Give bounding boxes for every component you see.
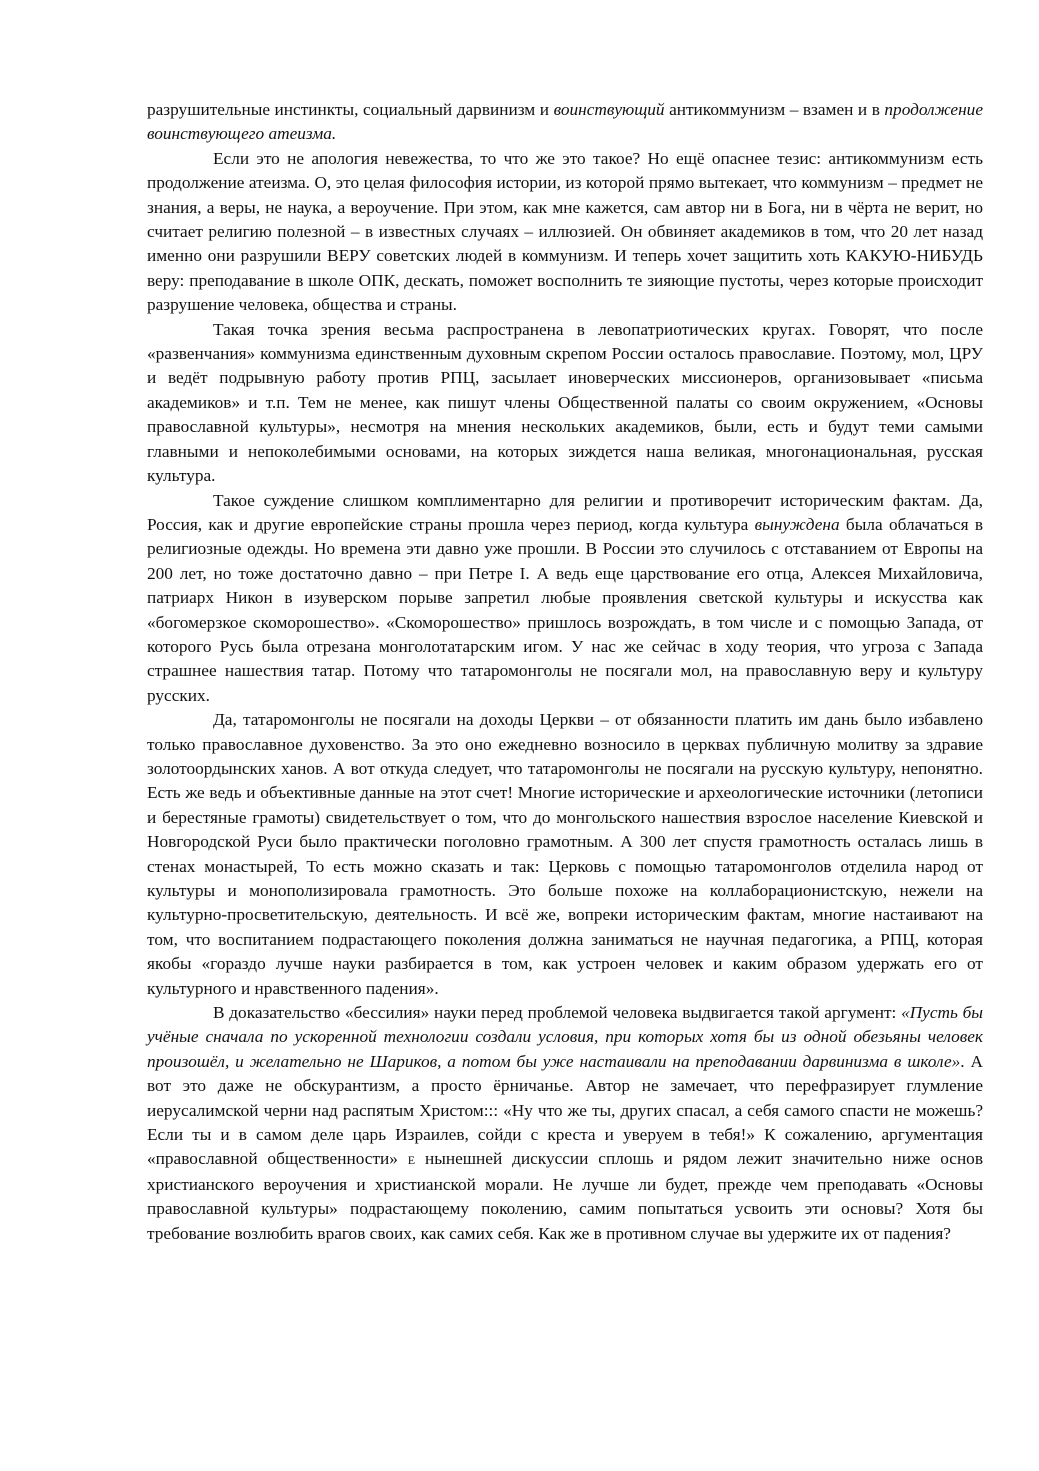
paragraph-2 — [147, 147, 983, 318]
document-page — [147, 98, 983, 1246]
text-run: была облачаться в религиозные одежды. Но времена эти давно уже прошли. В России это случилось с отставанием от Европы на 200 лет, но тоже достаточно давно – при Петре I. А ведь еще царствование его отца, Алексея Михайловича, патриарх Никон в изуверском порыве запретил любые проявления светской культуры и искусства как «богомерзкое скоморошество». «Скоморошество» пришлось возрождать, в том числе и с помощью Запада, от которого Русь была отрезана монголотатарским игом. У нас же сейчас в ходу теория, что угроза с Запада страшнее нашествия татар. Потому что татаромонголы не посягали мол, на православную веру и культуру русских. — [147, 514, 983, 705]
text-run: . А вот это даже не обскурантизм, а просто ёрничанье. Автор не замечает, что перефразирует глумление иерусалимской черни над распятым Христом::: «Ну что же ты, других спасал, а себя самого спасти не можешь? Если ты и в самом деле царь Израилев, сойди с креста и уверуем в тебя!» К сожалению, аргументация «православной общественности» — [147, 1051, 983, 1169]
paragraph-1 — [147, 98, 983, 147]
paragraph-4 — [147, 489, 983, 709]
italic-run: вынуждена — [754, 514, 840, 534]
italic-run: «Пусть бы учёные сначала по ускоренной технологии создали условия, при которых хотя бы из одной обезьяны человек произошёл, и желательно не Шариков, а потом бы уже настаивали на преподавании дарвинизма в школе» — [147, 1003, 983, 1071]
text-run: Такое суждение слишком комплиментарно для религии и противоречит историческим фактам. Да, Россия, как и другие европейские страны прошла через период, когда культура — [147, 490, 983, 534]
text-run: нынешней дискуссии сплошь и рядом лежит значительно ниже основ христианского вероучения и христианской морали. Не лучше ли будет, прежде чем преподавать «Основы православной культуры» подрастающему поколению, самим попытаться усвоить эти основы? Хотя бы требование возлюбить врагов своих, как самих себя. Как же в противном случае вы удержите их от падения? — [147, 1149, 983, 1243]
text-run: Е — [407, 1153, 416, 1168]
italic-run: воинствующий — [553, 100, 665, 119]
paragraph-5 — [147, 708, 983, 1001]
paragraph-6 — [147, 1001, 983, 1246]
text-run: В доказательство «бессилия» науки перед проблемой человека выдвигается такой аргумент: — [213, 1003, 902, 1023]
italic-run: продолжение воинствующего атеизма. — [147, 100, 983, 144]
text-run: антикоммунизм – взамен и в — [664, 100, 885, 119]
text-run: Да, татаромонголы не посягали на доходы Церкви – от обязанности платить им дань было избавлено только православное духовенство. За это оно ежедневно возносило в церквах публичную молитву за здравие золотоордынских ханов. А вот откуда следует, что татаромонголы не посягали на русскую культуру, непонятно. Есть же ведь и объективные данные на этот счет! Многие исторические и археологические источники (летописи и берестяные грамоты) свидетельствует о том, что до монгольского нашествия взрослое население Киевской и Новгородской Руси было практически поголовно грамотным. А 300 лет спустя грамотность осталась лишь в стенах монастырей, То есть можно сказать и так: Церковь с помощью татаромонголов отделила народ от культуры и монополизировала грамотность. Это больше похоже на коллаборационистскую, нежели на культурно-просветительскую, деятельность. И всё же, вопреки историческим фактам, многие настаивают на том, что воспитанием подрастающего поколения должна заниматься не научная педагогика, а РПЦ, которая якобы «гораздо лучше науки разбирается в том, как устроен человек и каким образом удержать его от культурного и нравственного падения». — [147, 710, 983, 998]
text-run: Если это не апология невежества, то что же это такое? Но ещё опаснее тезис: антикоммунизм есть продолжение атеизма. О, это целая философия истории, из которой прямо вытекает, что коммунизм – предмет не знания, а веры, не наука, а вероучение. При этом, как мне кажется, сам автор ни в Бога, ни в чёрта не верит, но считает религию полезной – в известных случаях – иллюзией. Он обвиняет академиков в том, что 20 лет назад именно они разрушили ВЕРУ советских людей в коммунизм. И теперь хочет защитить хоть КАКУЮ-НИБУДЬ веру: преподавание в школе ОПК, дескать, поможет восполнить те зияющие пустоты, через которые происходит разрушение человека, общества и страны. — [147, 148, 983, 315]
text-run: Такая точка зрения весьма распространена в левопатриотических кругах. Говорят, что после «развенчания» коммунизма единственным духовным скрепом России осталось православие. Поэтому, мол, ЦРУ и ведёт подрывную работу против РПЦ, засылает иноверческих миссионеров, организовывает «письма академиков» и т.п. Тем не менее, как пишут члены Общественной палаты со своим окружением, «Основы православной культуры», несмотря на мнения нескольких академиков, были, есть и будут теми самыми главными и непоколебимыми основами, на которых зиждется наша великая, многонациональная, русская культура. — [147, 319, 983, 486]
paragraph-3 — [147, 318, 983, 489]
text-run: разрушительные инстинкты, социальный дарвинизм и — [147, 100, 554, 119]
